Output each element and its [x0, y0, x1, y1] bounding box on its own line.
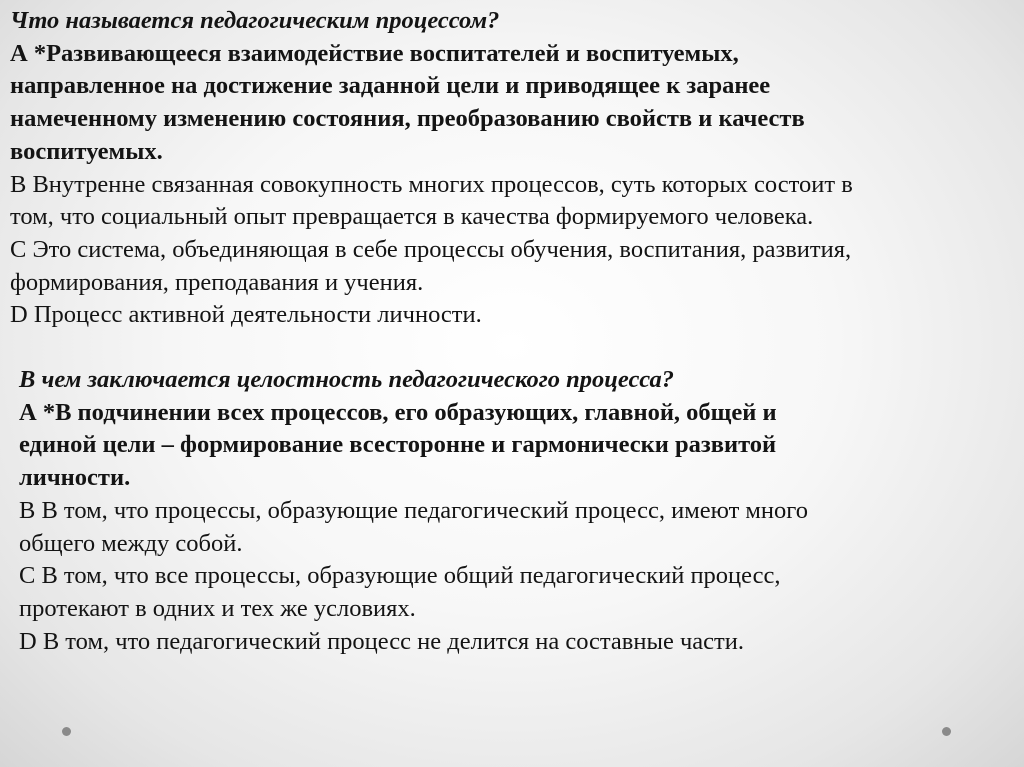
option-line: C В том, что все процессы, образующие общий педагогический процесс,	[19, 562, 781, 590]
question-2-option-c	[19, 560, 1009, 625]
question-1-option-d	[10, 299, 1018, 332]
question-2-option-d	[19, 626, 1009, 659]
question-2-correct-answer-a	[19, 397, 1009, 495]
question-1-correct-answer-a	[10, 38, 1018, 169]
option-line: том, что социальный опыт превращается в качества формируемого человека.	[10, 203, 814, 231]
answer-line: единой цели – формирование всесторонне и гармонически развитой	[19, 431, 777, 459]
question-block-1	[10, 5, 1018, 332]
decorative-dot-right	[942, 727, 951, 736]
question-1-option-c	[10, 234, 1018, 299]
question-2-option-b	[19, 495, 1009, 560]
question-1-option-b	[10, 169, 1018, 234]
answer-line: А *Развивающееся взаимодействие воспитателей и воспитуемых,	[10, 39, 739, 67]
decorative-dot-left	[62, 727, 71, 736]
question-1-title: Что называется педагогическим процессом?	[10, 7, 500, 34]
answer-line: воспитуемых.	[10, 137, 163, 165]
option-line: B Внутренне связанная совокупность многих процессов, суть которых состоит в	[10, 170, 853, 198]
option-line: D В том, что педагогический процесс не делится на составные части.	[19, 627, 744, 655]
option-line: D Процесс активной деятельности личности.	[10, 301, 482, 329]
question-block-2	[19, 364, 1009, 658]
option-line: общего между собой.	[19, 529, 243, 557]
question-2-title: В чем заключается целостность педагогического процесса?	[19, 366, 675, 393]
answer-line: направленное на достижение заданной цели и приводящее к заранее	[10, 72, 771, 100]
option-line: формирования, преподавания и учения.	[10, 268, 424, 296]
answer-line: А *В подчинении всех процессов, его образующих, главной, общей и	[19, 398, 777, 426]
option-line: протекают в одних и тех же условиях.	[19, 594, 416, 622]
answer-line: намеченному изменению состояния, преобразованию свойств и качеств	[10, 105, 805, 133]
option-line: B В том, что процессы, образующие педагогический процесс, имеют много	[19, 496, 808, 524]
answer-line: личности.	[19, 464, 131, 492]
option-line: C Это система, объединяющая в себе процессы обучения, воспитания, развития,	[10, 235, 852, 263]
